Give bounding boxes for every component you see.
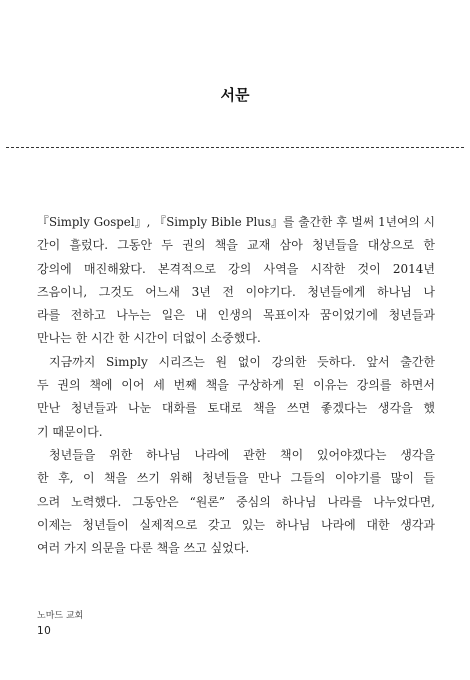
paragraph-2: [37, 351, 435, 444]
text-line: 만나는 한 시간 한 시간이 더없이 소중했다.: [37, 331, 261, 346]
paragraph-3: [37, 444, 435, 560]
text-line: 『Simply Gospel』, 『Simply Bible Plus』를 출간한 후 벌써 1년여의 시: [37, 215, 435, 229]
text-line: 지금까지 Simply 시리즈는 원 없이 강의한 듯하다. 앞서 출간한: [49, 354, 435, 369]
text-line: 간이 흘렀다. 그동안 두 권의 책을 교재 삼아 청년들을 대상으로 한: [37, 238, 435, 253]
text-line: 이제는 청년들이 실제적으로 갖고 있는 하나님 나라에 대한 생각과: [37, 517, 435, 532]
text-line: 라를 전하고 나누는 일은 내 인생의 목표이자 꿈이었기에 청년들과: [37, 308, 435, 323]
running-footer-title: 노마드 교회: [37, 611, 84, 621]
text-line: 청년들을 위한 하나님 나라에 관한 책이 있어야겠다는 생각을: [49, 447, 435, 462]
text-line: 한 후, 이 책을 쓰기 위해 청년들을 만나 그들의 이야기를 많이 들: [37, 471, 435, 486]
page-number: 10: [37, 625, 52, 637]
text-line: 으려 노력했다. 그동안은 “원론” 중심의 하나님 나라를 나누었다면,: [37, 494, 435, 509]
text-line: 기 때문이다.: [37, 424, 103, 439]
body-text: [37, 211, 435, 560]
text-line: 두 권의 책에 이어 세 번째 책을 구상하게 된 이유는 강의를 하면서: [37, 378, 435, 393]
paragraph-1: [37, 211, 435, 351]
text-line: 여러 가지 의문을 다룬 책을 쓰고 싶었다.: [37, 541, 250, 556]
text-line: 만난 청년들과 나눈 대화를 토대로 책을 쓰면 좋겠다는 생각을 했: [37, 401, 435, 416]
text-line: 즈음이니, 그것도 어느새 3년 전 이야기다. 청년들에게 하나님 나: [37, 284, 435, 299]
text-line: 강의에 매진해왔다. 본격적으로 강의 사역을 시작한 것이 2014년: [37, 261, 435, 276]
page-title: 서문: [220, 86, 250, 104]
dashed-divider: [6, 147, 464, 148]
